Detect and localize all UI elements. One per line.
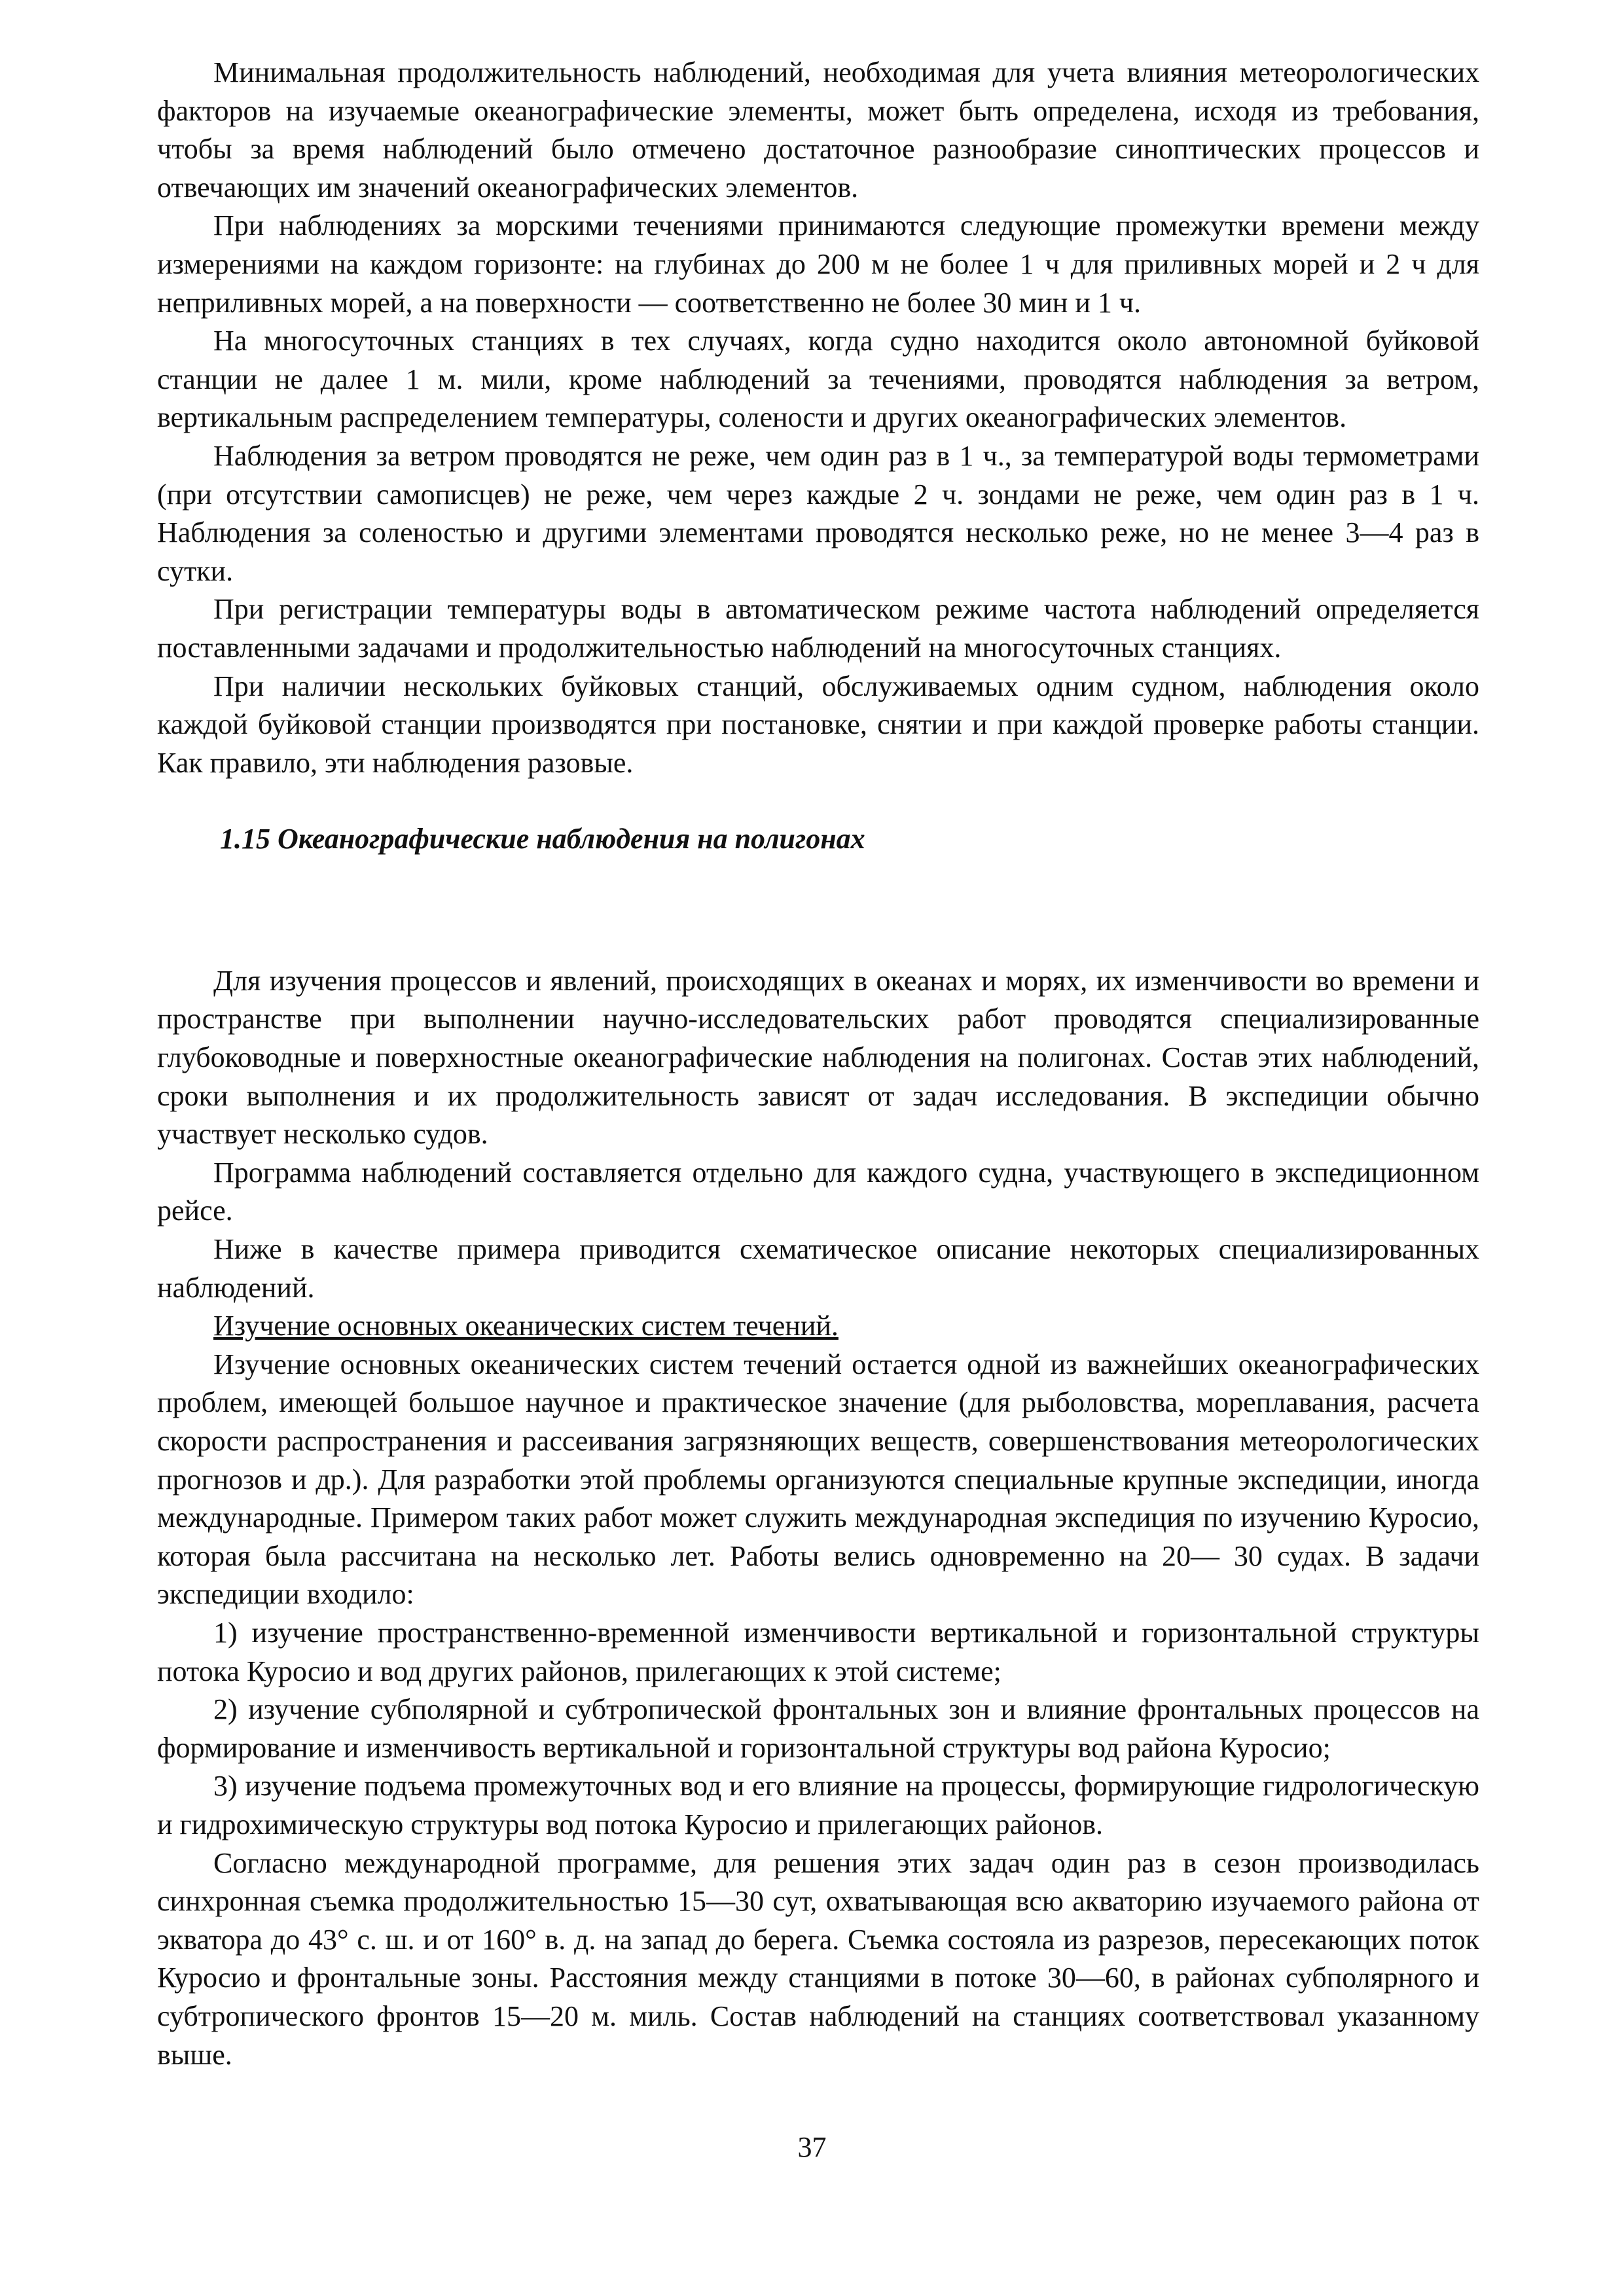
paragraph: Изучение основных океанических систем течений остается одной из важнейших океанографических проблем, имеющей большое научное и практическое значение (для рыболовства, мореплавания, расчета скорости распространения и рассеивания загрязняющих веществ, совершенствования метеорологических прогнозов и др.). Для разработки этой проблемы организуются специальные крупные экспедиции, иногда международные. Примером таких работ может служить международная экспедиция по изучению Куросио, которая была рассчитана на несколько лет. Работы велись одновременно на 20— 30 судах. В задачи экспедиции входило: [157, 1348, 1479, 1611]
paragraph: На многосуточных станциях в тех случаях, когда судно находится около автономной буйковой станции не далее 1 м. мили, кроме наблюдений за течениями, проводятся наблюдения за ветром, вертикальным распределением температуры, солености и других океанографических элементов. [157, 325, 1479, 434]
list-item: 1) изучение пространственно-временной изменчивости вертикальной и горизонтальной структуры потока Куросио и вод других районов, прилегающих к этой системе; [157, 1616, 1479, 1687]
paragraph: Наблюдения за ветром проводятся не реже, чем один раз в 1 ч., за температурой воды термометрами (при отсутствии самописцев) не реже, чем через каждые 2 ч. зондами не реже, чем один раз в 1 ч. Наблюдения за соленостью и другими элементами проводятся несколько реже, но не менее 3—4 раз в сутки. [157, 439, 1479, 587]
subheading-paragraph [157, 1307, 1479, 1346]
paragraph: При наблюдениях за морскими течениями принимаются следующие промежутки времени между измерениями на каждом горизонте: на глубинах до 200 м не более 1 ч для приливных морей и 2 ч для неприливных морей, а на поверхности — соответственно не более 30 мин и 1 ч. [157, 209, 1479, 319]
subheading: Изучение основных океанических систем течений. [213, 1310, 839, 1342]
paragraph: Ниже в качестве примера приводится схематическое описание некоторых специализированных наблюдений. [157, 1233, 1479, 1304]
paragraph: Согласно международной программе, для решения этих задач один раз в сезон производилась синхронная съемка продолжительностью 15—30 сут, охватывающая всю акваторию изучаемого района от экватора до 43° с. ш. и от 160° в. д. на запад до берега. Съемка состояла из разрезов, пересекающих поток Куросио и фронтальные зоны. Расстояния между станциями в потоке 30—60, в районах субполярного и субтропического фронтов 15—20 м. миль. Состав наблюдений на станциях соответствовал указанному выше. [157, 1846, 1479, 2071]
page-number: 37 [797, 2131, 827, 2163]
list-item: 3) изучение подъема промежуточных вод и его влияние на процессы, формирующие гидрологическую и гидрохимическую структуры вод потока Куросио и прилегающих районов. [157, 1770, 1479, 1840]
paragraph: При наличии нескольких буйковых станций, обслуживаемых одним судном, наблюдения около каждой буйковой станции производятся при постановке, снятии и при каждой проверке работы станции. Как правило, эти наблюдения разовые. [157, 670, 1479, 779]
list-item: 2) изучение субполярной и субтропической фронтальных зон и влияние фронтальных процессов на формирование и изменчивость вертикальной и горизонтальной структуры вод района Куросио; [157, 1693, 1479, 1764]
paragraph: Для изучения процессов и явлений, происходящих в океанах и морях, их изменчивости во времени и пространстве при выполнении научно-исследовательских работ проводятся специализированные глубоководные и поверхностные океанографические наблюдения на полигонах. Состав этих наблюдений, сроки выполнения и их продолжительность зависят от задач исследования. В экспедиции обычно участвует несколько судов. [157, 964, 1479, 1151]
paragraph: Минимальная продолжительность наблюдений, необходимая для учета влияния метеорологических факторов на изучаемые океанографические элементы, может быть определена, исходя из требования, чтобы за время наблюдений было отмечено достаточное разнообразие синоптических процессов и отвечающих им значений океанографических элементов. [157, 56, 1479, 204]
section-heading: 1.15 Океанографические наблюдения на полигонах [220, 823, 865, 855]
document-page [157, 54, 1479, 2074]
paragraph: При регистрации температуры воды в автоматическом режиме частота наблюдений определяется поставленными задачами и продолжительностью наблюдений на многосуточных станциях. [157, 593, 1479, 664]
paragraph: Программа наблюдений составляется отдельно для каждого судна, участвующего в экспедиционном рейсе. [157, 1156, 1479, 1227]
